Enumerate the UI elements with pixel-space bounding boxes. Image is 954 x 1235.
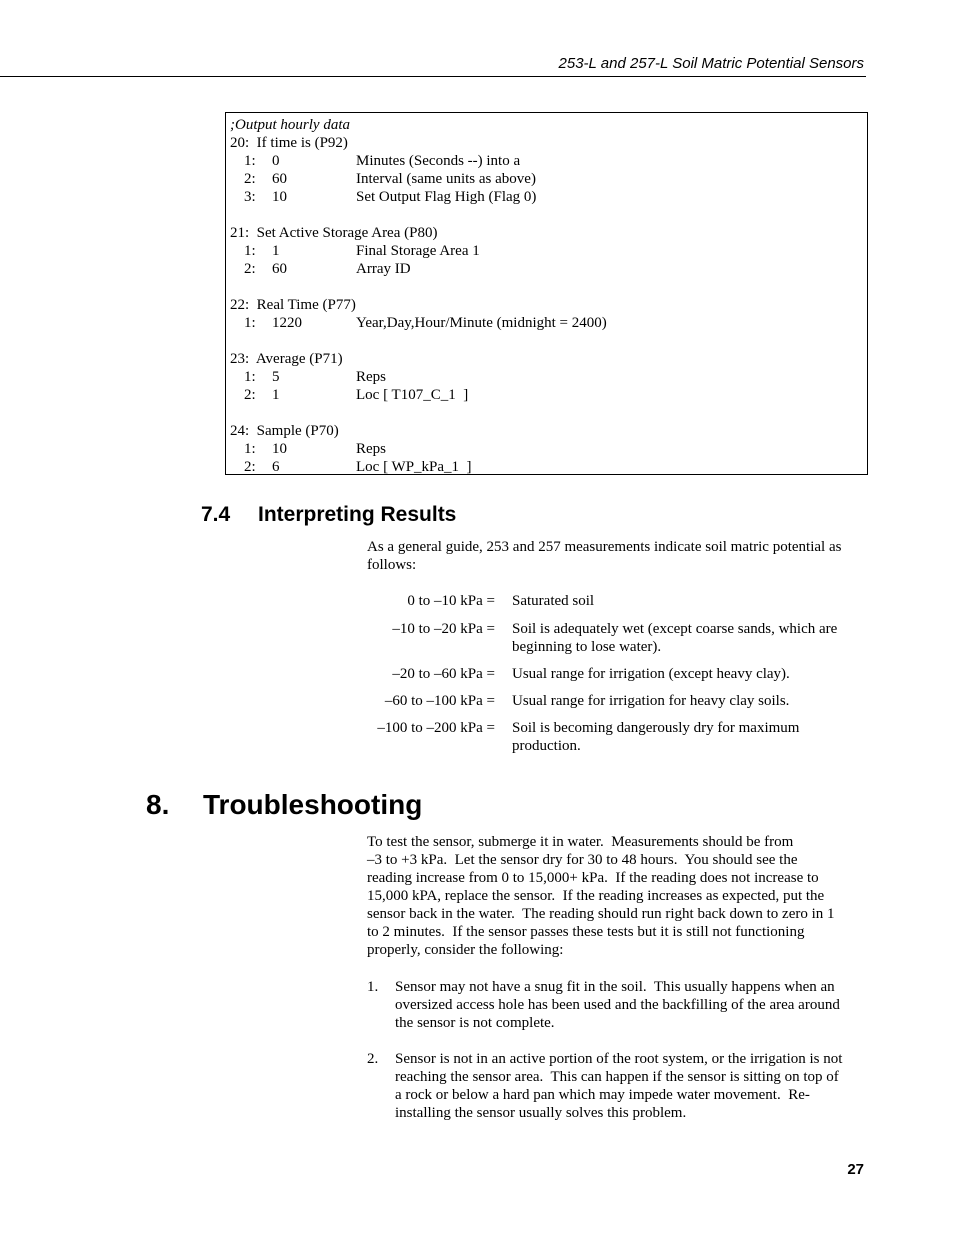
paragraph-line: reading increase from 0 to 15,000+ kPa. If the reading does not increase to — [367, 870, 819, 886]
section-title: Interpreting Results — [258, 503, 457, 526]
instruction-param: 1: 10 Reps — [244, 441, 386, 457]
instruction-param: 1: 0 Minutes (Seconds --) into a — [244, 153, 521, 169]
instruction-title: 20: If time is (P92) — [230, 135, 348, 151]
chapter-heading — [146, 789, 422, 821]
range-desc: Soil is becoming dangerously dry for maximum production. — [512, 720, 800, 754]
running-header: 253-L and 257-L Soil Matric Potential Sensors — [558, 55, 864, 72]
instruction-param: 1: 5 Reps — [244, 369, 386, 385]
paragraph-line: sensor back in the water. The reading should run right back down to zero in 1 — [367, 906, 835, 922]
paragraph-line: to 2 minutes. If the sensor passes these tests but it is still not functioning — [367, 924, 805, 940]
list-line: installing the sensor usually solves this problem. — [395, 1105, 687, 1121]
range-label: –10 to –20 kPa = — [392, 621, 495, 637]
instruction-title: 23: Average (P71) — [230, 351, 343, 367]
range-desc: Usual range for irrigation for heavy clay soils. — [512, 693, 790, 709]
paragraph-line: properly, consider the following: — [367, 942, 564, 958]
range-label: –60 to –100 kPa = — [384, 693, 495, 709]
code-comment: ;Output hourly data — [230, 117, 350, 133]
list-number: 2. — [367, 1051, 379, 1067]
instruction-title: 22: Real Time (P77) — [230, 297, 356, 313]
code-spacer — [230, 332, 867, 350]
range-label: 0 to –10 kPa = — [407, 593, 495, 609]
list-line: the sensor is not complete. — [395, 1015, 555, 1031]
program-listing — [225, 112, 868, 475]
instruction-param: 1: 1220 Year,Day,Hour/Minute (midnight = 2400) — [244, 315, 607, 331]
paragraph-line: To test the sensor, submerge it in water. Measurements should be from — [367, 834, 794, 850]
instruction-param: 2: 6 Loc [ WP_kPa_1 ] — [244, 459, 472, 475]
instruction-title: 21: Set Active Storage Area (P80) — [230, 225, 438, 241]
instruction-param: 2: 1 Loc [ T107_C_1 ] — [244, 387, 469, 403]
section-heading — [201, 503, 456, 527]
header-rule — [0, 76, 866, 77]
instruction-param: 3: 10 Set Output Flag High (Flag 0) — [244, 189, 537, 205]
list-line: Sensor is not in an active portion of the root system, or the irrigation is not — [395, 1051, 843, 1067]
paragraph-line: 15,000 kPA, replace the sensor. If the reading increases as expected, put the — [367, 888, 825, 904]
range-desc: Soil is adequately wet (except coarse sands, which are beginning to lose water). — [512, 621, 838, 655]
instruction-param: 1: 1 Final Storage Area 1 — [244, 243, 480, 259]
instruction-title: 24: Sample (P70) — [230, 423, 339, 439]
list-line: a rock or below a hard pan which may impede water movement. Re- — [395, 1087, 810, 1103]
chapter-number: 8. — [146, 789, 170, 820]
range-desc: Usual range for irrigation (except heavy clay). — [512, 666, 790, 682]
section-number: 7.4 — [201, 503, 231, 526]
list-line: Sensor may not have a snug fit in the soil. This usually happens when an — [395, 979, 835, 995]
page-number: 27 — [847, 1161, 864, 1178]
list-line: oversized access hole has been used and the backfilling of the area around — [395, 997, 840, 1013]
range-label: –100 to –200 kPa = — [377, 720, 495, 736]
list-line: reaching the sensor area. This can happen if the sensor is sitting on top of — [395, 1069, 839, 1085]
troubleshooting-paragraph — [367, 833, 867, 959]
code-spacer — [230, 278, 867, 296]
range-desc: Saturated soil — [512, 593, 595, 609]
paragraph-line: –3 to +3 kPa. Let the sensor dry for 30 to 48 hours. You should see the — [367, 852, 798, 868]
list-text — [395, 1050, 865, 1122]
intro-paragraph: As a general guide, 253 and 257 measurements indicate soil matric potential as follows: — [367, 539, 842, 573]
code-spacer — [230, 206, 867, 224]
list-text — [395, 978, 865, 1032]
chapter-title: Troubleshooting — [203, 789, 423, 820]
instruction-param: 2: 60 Array ID — [244, 261, 411, 277]
range-label: –20 to –60 kPa = — [392, 666, 495, 682]
instruction-param: 2: 60 Interval (same units as above) — [244, 171, 536, 187]
list-number: 1. — [367, 979, 379, 995]
code-spacer — [230, 404, 867, 422]
